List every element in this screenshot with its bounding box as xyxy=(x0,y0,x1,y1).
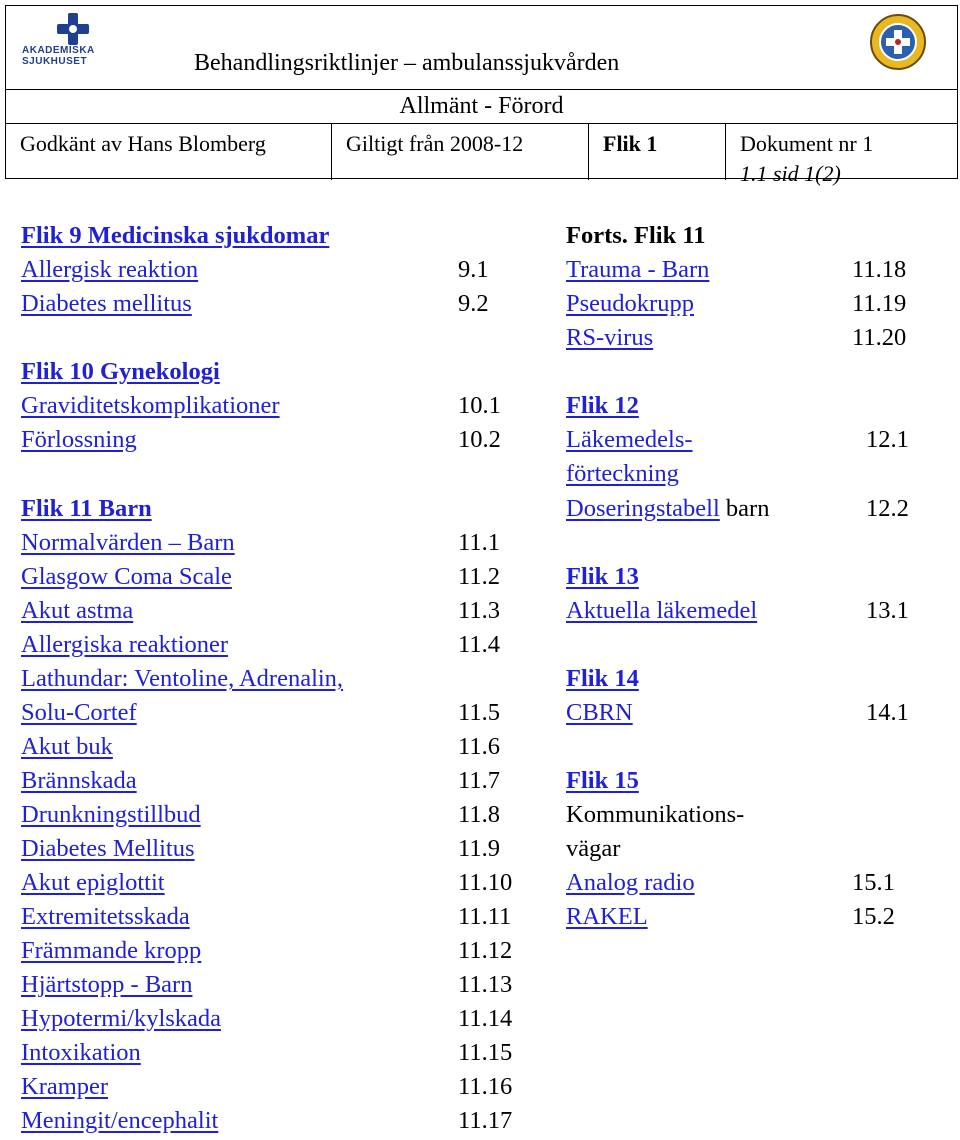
section-number: 11.17 xyxy=(458,1107,513,1134)
link-hjartstopp-barn[interactable]: Hjärtstopp - Barn xyxy=(21,971,193,998)
akademiska-sjukhuset-logo xyxy=(22,12,122,76)
document-page-line: 1.1 sid 1(2) xyxy=(740,161,841,186)
link-rakel[interactable]: RAKEL xyxy=(566,903,648,930)
link-analog-radio[interactable]: Analog radio xyxy=(566,869,695,896)
section-number: 11.16 xyxy=(458,1073,513,1100)
section-number: 11.5 xyxy=(458,699,500,726)
link-kramper[interactable]: Kramper xyxy=(21,1073,109,1100)
link-diabetes-mellitus-barn[interactable]: Diabetes Mellitus xyxy=(21,835,195,862)
link-meningit-encephalit[interactable]: Meningit/encephalit xyxy=(21,1107,219,1134)
section-number: 11.1 xyxy=(458,529,500,556)
link-normalvarden-barn[interactable]: Normalvärden – Barn xyxy=(21,529,235,556)
link-lakemedelsforteckning-cont[interactable]: förteckning xyxy=(566,460,679,487)
link-rs-virus[interactable]: RS-virus xyxy=(566,324,654,351)
section-number: 11.14 xyxy=(458,1005,513,1032)
document-number-line: Dokument nr 1 xyxy=(740,131,874,156)
section-number: 13.1 xyxy=(866,597,909,624)
section-number: 9.1 xyxy=(458,256,489,283)
valid-from: Giltigt från 2008-12 xyxy=(332,124,589,180)
link-brannskada[interactable]: Brännskada xyxy=(21,767,137,794)
link-extremitetsskada[interactable]: Extremitetsskada xyxy=(21,903,190,930)
section-number: 11.8 xyxy=(458,801,500,828)
section-number: 15.1 xyxy=(852,869,895,896)
section-number: 10.2 xyxy=(458,426,501,453)
header-title-row xyxy=(6,6,957,90)
section-number: 9.2 xyxy=(458,290,489,317)
section-number: 15.2 xyxy=(852,903,895,930)
section-number: 11.11 xyxy=(458,903,512,930)
section-number: 11.13 xyxy=(458,971,513,998)
flik-9-heading-link[interactable]: Flik 9 Medicinska sjukdomar xyxy=(21,222,330,249)
flik-11-heading-link[interactable]: Flik 11 Barn xyxy=(21,495,152,522)
link-lakemedelsforteckning[interactable]: Läkemedels- xyxy=(566,426,693,453)
document-subtitle: Allmänt - Förord xyxy=(399,93,564,119)
section-number: 11.15 xyxy=(458,1039,513,1066)
section-number: 11.10 xyxy=(458,869,513,896)
link-akut-epiglottit[interactable]: Akut epiglottit xyxy=(21,869,165,896)
section-number: 11.9 xyxy=(458,835,500,862)
ambulance-service-badge-icon xyxy=(868,12,928,72)
link-doseringstabell[interactable]: Doseringstabell xyxy=(566,495,720,522)
tab-number: Flik 1 xyxy=(589,124,726,180)
link-lathundar[interactable]: Lathundar: Ventoline, Adrenalin, xyxy=(21,665,344,692)
document-number xyxy=(726,124,957,186)
kommunikationsvagar-label: Kommunikations- xyxy=(566,801,745,828)
forts-flik-11-heading: Forts. Flik 11 xyxy=(566,222,706,249)
link-cbrn[interactable]: CBRN xyxy=(566,699,633,726)
link-allergiska-reaktioner[interactable]: Allergiska reaktioner xyxy=(21,631,229,658)
section-number: 12.1 xyxy=(866,426,909,453)
section-number: 11.2 xyxy=(458,563,500,590)
header-subtitle-row xyxy=(6,90,957,124)
link-intoxikation[interactable]: Intoxikation xyxy=(21,1039,141,1066)
section-number: 11.4 xyxy=(458,631,500,658)
link-diabetes-mellitus[interactable]: Diabetes mellitus xyxy=(21,290,192,317)
link-aktuella-lakemedel[interactable]: Aktuella läkemedel xyxy=(566,597,758,624)
link-glasgow-coma-scale[interactable]: Glasgow Coma Scale xyxy=(21,563,232,590)
section-number: 11.12 xyxy=(458,937,513,964)
section-number: 12.2 xyxy=(866,495,909,522)
section-number: 11.3 xyxy=(458,597,500,624)
flik-14-heading-link[interactable]: Flik 14 xyxy=(566,665,639,692)
link-pseudokrupp[interactable]: Pseudokrupp xyxy=(566,290,694,317)
link-allergisk-reaktion[interactable]: Allergisk reaktion xyxy=(21,256,199,283)
kommunikationsvagar-label-cont: vägar xyxy=(566,835,621,862)
section-number: 11.20 xyxy=(852,324,907,351)
document-title: Behandlingsriktlinjer – ambulanssjukvården xyxy=(194,50,620,76)
link-frammande-kropp[interactable]: Främmande kropp xyxy=(21,937,202,964)
flik-10-heading-link[interactable]: Flik 10 Gynekologi xyxy=(21,358,220,385)
section-number: 11.18 xyxy=(852,256,907,283)
section-number: 10.1 xyxy=(458,392,501,419)
link-graviditetskomplikationer[interactable]: Graviditetskomplikationer xyxy=(21,392,280,419)
link-trauma-barn[interactable]: Trauma - Barn xyxy=(566,256,710,283)
section-number: 14.1 xyxy=(866,699,909,726)
flik-12-heading-link[interactable]: Flik 12 xyxy=(566,392,639,419)
link-hypotermi-kylskada[interactable]: Hypotermi/kylskada xyxy=(21,1005,222,1032)
link-forlossning[interactable]: Förlossning xyxy=(21,426,137,453)
link-akut-astma[interactable]: Akut astma xyxy=(21,597,134,624)
header-meta-row xyxy=(6,124,957,186)
section-number: 11.7 xyxy=(458,767,500,794)
doseringstabell-entry xyxy=(566,492,769,526)
link-akut-buk[interactable]: Akut buk xyxy=(21,733,113,760)
doseringstabell-suffix: barn xyxy=(719,495,770,522)
flik-15-heading-link[interactable]: Flik 15 xyxy=(566,767,639,794)
logo-text: AKADEMISKA SJUKHUSET xyxy=(22,45,95,67)
document-header xyxy=(5,5,958,186)
flik-13-heading-link[interactable]: Flik 13 xyxy=(566,563,639,590)
hospital-cross-icon xyxy=(56,12,90,46)
link-solu-cortef[interactable]: Solu-Cortef xyxy=(21,699,137,726)
approved-by: Godkänt av Hans Blomberg xyxy=(6,124,332,180)
section-number: 11.19 xyxy=(852,290,907,317)
link-drunkningstillbud[interactable]: Drunkningstillbud xyxy=(21,801,201,828)
section-number: 11.6 xyxy=(458,733,500,760)
